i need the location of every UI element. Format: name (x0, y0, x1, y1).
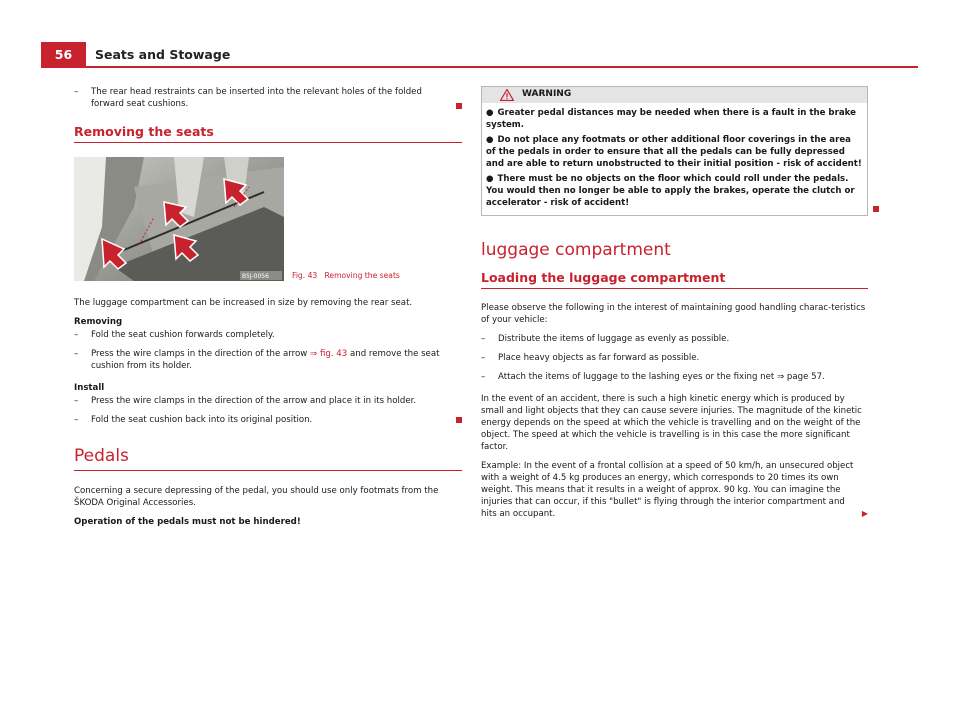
chapter-title: Seats and Stowage (95, 47, 231, 62)
warning-item: ● Greater pedal distances may be needed when there is a fault in the brake system. (486, 108, 856, 130)
removing-label: Removing (74, 317, 123, 327)
kinetic-energy-para: In the event of an accident, there is such a high kinetic energy which is produced by small and light objects that they can cause severe injuries. The magnitude of the kinetic energy depends on the speed at which the vehicle is travelling and on the weight of the object. The speed at which the vehicle is travelling is in this case the more significant factor. (481, 394, 862, 452)
removing-step-1: – Fold the seat cushion forwards completely. (74, 330, 275, 340)
intro-item: – The rear head restraints can be inserted into the relevant holes of the folded forward seat cushions. (74, 86, 462, 110)
page-header (41, 42, 918, 68)
figure-caption-text: Removing the seats (324, 271, 400, 280)
warning-item: ● There must be no objects on the floor which could roll under the pedals. You would then no longer be able to apply the brakes, operate the clutch or accelerator - risk of accident! (486, 174, 855, 208)
continue-arrow-icon: ▶ (861, 509, 868, 518)
figure-code: B5J-0056 (242, 273, 269, 280)
warning-item: ● Do not place any footmats or other additional floor coverings in the area of the pedals in order to ensure that all the pedals can be fully depressed and are able to return unobstructed to their initial position - risk of accident! (486, 135, 862, 169)
warning-header (482, 87, 867, 103)
install-label: Install (74, 383, 105, 393)
figure-label: Fig. 43 (292, 271, 318, 280)
install-step-1: – Press the wire clamps in the direction of the arrow and place it in its holder. (74, 396, 417, 406)
header-rule (86, 66, 918, 68)
example-para: Example: In the event of a frontal collision at a speed of 50 km/h, an unsecured object with a weight of 4.5 kg produces an energy, which corresponds to 20 times its own weight. This means that it results in a weight of approx. 90 kg. You can imagine the injuries that can occur, if this "bullet" is flying through the interior compartment and hits an occupant. ▶ (481, 461, 868, 519)
right-column (481, 86, 868, 527)
luggage-heading: luggage compartment (481, 240, 671, 260)
loading-step-3: – Attach the items of luggage to the lashing eyes or the fixing net ⇒ page 57. (481, 372, 825, 382)
para-increase-size: The luggage compartment can be increased in size by removing the rear seat. (74, 298, 413, 308)
left-column (74, 86, 462, 535)
figure-caption (292, 271, 400, 280)
pedals-bold-note: Operation of the pedals must not be hindered! (74, 517, 301, 527)
seat-removal-photo (74, 157, 284, 281)
removing-seats-heading: Removing the seats (74, 124, 462, 143)
loading-step-2: – Place heavy objects as far forward as possible. (481, 353, 700, 363)
warning-title: WARNING (522, 89, 572, 99)
pedals-para: Concerning a secure depressing of the pedal, you should use only footmats from the ŠKODA Original Accessories. (74, 486, 439, 508)
figure-43 (74, 157, 462, 280)
page-number: 56 (41, 42, 86, 68)
section-end-marker (456, 103, 462, 109)
fig-43-link[interactable]: ⇒ fig. 43 (310, 349, 348, 359)
removing-step-2: – Press the wire clamps in the direction of the arrow ⇒ fig. 43 and remove the seat cushion from its holder. (74, 349, 440, 371)
section-end-marker (873, 206, 879, 212)
loading-intro: Please observe the following in the interest of maintaining good handling charac-teristics of your vehicle: (481, 303, 866, 325)
pedals-heading: Pedals (74, 446, 462, 471)
warning-box (481, 86, 868, 216)
warning-body (482, 103, 867, 215)
loading-heading: Loading the luggage compartment (481, 270, 868, 289)
section-end-marker (456, 417, 462, 423)
install-step-2: – Fold the seat cushion back into its original position. (74, 414, 462, 426)
warning-triangle-icon (500, 89, 514, 101)
loading-step-1: – Distribute the items of luggage as evenly as possible. (481, 334, 730, 344)
